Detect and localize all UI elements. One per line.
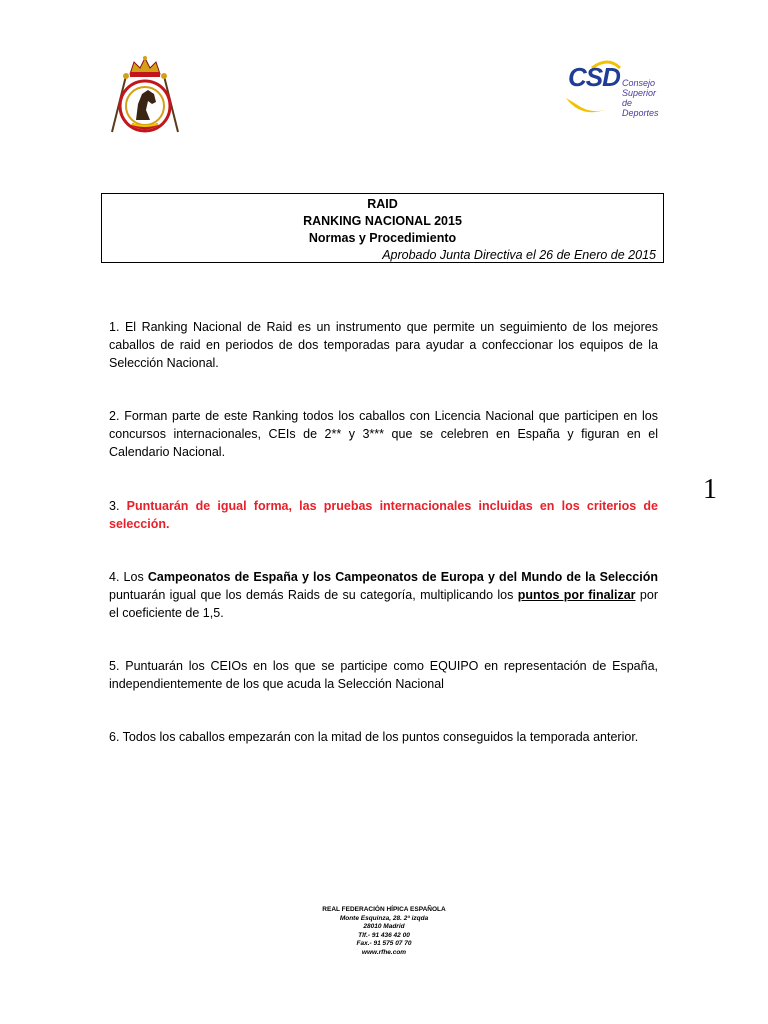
csd-logo — [562, 58, 662, 122]
rfhe-logo — [106, 54, 184, 136]
footer-city: 28010 Madrid — [363, 923, 405, 931]
footer-phone: Tlf.- 91 436 42 00 — [358, 931, 410, 939]
paragraph-4-a: 4. Los — [109, 570, 148, 584]
approval-note: Aprobado Junta Directiva el 26 de Enero de 2015 — [382, 248, 656, 262]
paragraph-4-puntos: puntos por finalizar — [517, 588, 636, 602]
title-ranking: RANKING NACIONAL 2015 — [303, 214, 462, 228]
footer-web: www.rfhe.com — [361, 948, 407, 956]
title-box — [101, 193, 664, 263]
paragraph-3-text: Puntuarán de igual forma, las pruebas internacionales incluidas en los criterios de selección. — [109, 499, 658, 531]
title-raid: RAID — [367, 197, 398, 211]
footer-org: REAL FEDERACIÓN HÍPICA ESPAÑOLA — [322, 906, 446, 913]
paragraph-3-number: 3. — [109, 499, 127, 513]
paragraph-4-e: por el coeficiente de 1,5. — [109, 588, 658, 620]
footer — [284, 906, 484, 958]
page-number: 1 — [703, 474, 717, 505]
rfhe-emblem-icon — [106, 54, 184, 136]
footer-fax: Fax.- 91 575 07 70 — [356, 940, 412, 948]
csd-subtitle: Consejo Superior de Deportes — [622, 78, 659, 118]
paragraph-4-championships: Campeonatos de España y los Campeonatos de Europa y del Mundo de la Selección — [147, 570, 658, 584]
paragraph-1: 1. El Ranking Nacional de Raid es un instrumento que permite un seguimiento de los mejores caballos de raid en periodos de dos temporadas para ayudar a confeccionar los equipos de la Selección Nacional. — [109, 320, 658, 370]
paragraph-3 — [109, 497, 658, 533]
footer-address: Monte Esquinza, 28. 2ª izqda — [339, 914, 429, 922]
paragraph-4 — [109, 568, 658, 622]
paragraph-6: 6. Todos los caballos empezarán con la mitad de los puntos conseguidos la temporada anterior. — [109, 730, 639, 744]
paragraph-4-c: puntuarán igual que los demás Raids de su categoría, multiplicando los — [109, 588, 518, 602]
csd-letters: CSD — [568, 62, 620, 92]
title-normas: Normas y Procedimiento — [308, 231, 457, 245]
paragraph-2: 2. Forman parte de este Ranking todos los caballos con Licencia Nacional que participen en los concursos internacionales, CEIs de 2** y 3*** que se celebren en España y figuran en el Calendario Nacional. — [109, 409, 658, 459]
paragraph-5: 5. Puntuarán los CEIOs en los que se participe como EQUIPO en representación de España, independientemente de los que acuda la Selección Nacional — [109, 659, 658, 691]
